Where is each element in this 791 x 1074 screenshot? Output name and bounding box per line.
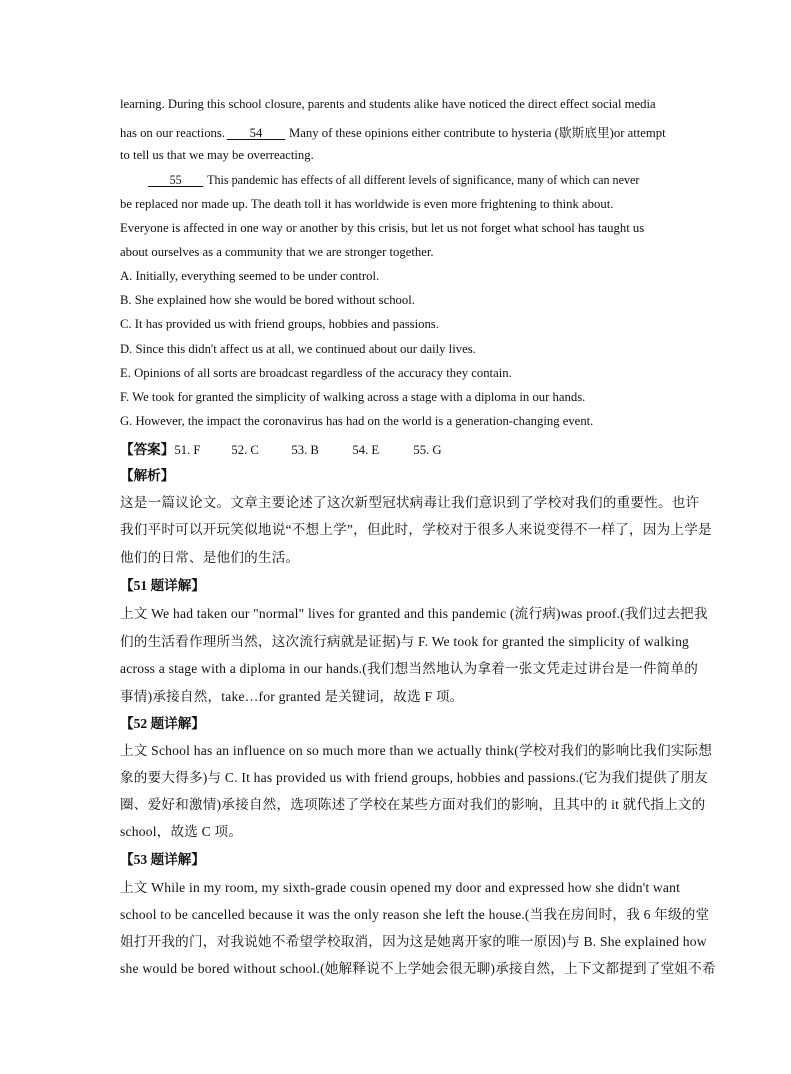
passage-line-2 [120, 122, 720, 141]
q53-line: she would be bored without school.(她解释说不上学她会很无聊)承接自然，上下文都提到了堂姐不希 [120, 961, 716, 976]
passage-text: This pandemic has effects of all different levels of significance, many of which can never [207, 173, 640, 187]
passage-line-6: Everyone is affected in one way or another by this crisis, but let us not forget what school has taught us [120, 221, 645, 235]
option-b: B. She explained how she would be bored without school. [120, 293, 415, 307]
q53-line: 姐打开我的门，对我说她不希望学校取消，因为这是她离开家的唯一原因)与 B. She explained how [120, 934, 707, 949]
q53-line: school to be cancelled because it was the only reason she left the house.(当我在房间时，我 6 年级的堂 [120, 907, 710, 922]
q52-line: 上文 School has an influence on so much more than we actually think(学校对我们的影响比我们实际想 [120, 743, 713, 758]
answer-item: 54. E [352, 443, 380, 457]
answer-line [120, 438, 720, 458]
q51-line: 事情)承接自然，take…for granted 是关键词，故选 F 项。 [120, 689, 464, 704]
analysis-line: 我们平时可以开玩笑似地说“不想上学”，但此时，学校对于很多人来说变得不一样了，因为上学是 [120, 522, 712, 537]
passage-line-3: to tell us that we may be overreacting. [120, 148, 314, 162]
q51-line: across a stage with a diploma in our hands.(我们想当然地认为拿着一张文凭走过讲台是一件简单的 [120, 661, 699, 676]
q52-line: school，故选 C 项。 [120, 824, 243, 839]
option-f: F. We took for granted the simplicity of walking across a stage with a diploma in our hands. [120, 390, 586, 404]
analysis-line: 他们的日常、是他们的生活。 [120, 550, 300, 565]
q53-label: 【53 题详解】 [120, 852, 205, 867]
answer-item: 53. B [291, 443, 319, 457]
option-a: A. Initially, everything seemed to be under control. [120, 269, 380, 283]
q51-label: 【51 题详解】 [120, 578, 205, 593]
answer-item: 55. G [413, 443, 442, 457]
analysis-line: 这是一篇议论文。文章主要论述了这次新型冠状病毒让我们意识到了学校对我们的重要性。也许 [120, 495, 700, 510]
blank-54: 54 [227, 127, 285, 140]
q51-line: 上文 We had taken our "normal" lives for granted and this pandemic (流行病)was proof.(我们过去把我 [120, 606, 708, 621]
q52-line: 圈、爱好和激情)承接自然，选项陈述了学校在某些方面对我们的影响，且其中的 it 就代指上文的 [120, 797, 706, 812]
passage-text: has on our reactions. [120, 126, 225, 140]
option-d: D. Since this didn't affect us at all, we continued about our daily lives. [120, 342, 476, 356]
q53-line: 上文 While in my room, my sixth-grade cousin opened my door and expressed how she didn't want [120, 880, 681, 895]
passage-line-1: learning. During this school closure, parents and students alike have noticed the direct effect social media [120, 97, 656, 111]
q52-line: 象的要大得多)与 C. It has provided us with friend groups, hobbies and passions.(它为我们提供了朋友 [120, 770, 709, 785]
blank-55: 55 [148, 174, 203, 187]
answer-item: 52. C [231, 443, 259, 457]
answer-item: 51. F [174, 443, 201, 457]
passage-line-4 [148, 173, 720, 188]
option-g: G. However, the impact the coronavirus has had on the world is a generation-changing event. [120, 414, 594, 428]
passage-text: Many of these opinions either contribute to hysteria (歇斯底里)or attempt [289, 126, 666, 140]
option-e: E. Opinions of all sorts are broadcast regardless of the accuracy they contain. [120, 366, 512, 380]
answer-label: 【答案】 [120, 442, 175, 457]
passage-line-7: about ourselves as a community that we are stronger together. [120, 245, 434, 259]
option-c: C. It has provided us with friend groups, hobbies and passions. [120, 317, 439, 331]
q51-line: 们的生活看作理所当然，这次流行病就是证据)与 F. We took for granted the simplicity of walking [120, 634, 690, 649]
q52-label: 【52 题详解】 [120, 716, 205, 731]
passage-line-5: be replaced nor made up. The death toll it has worldwide is even more frightening to think about. [120, 197, 614, 211]
analysis-label: 【解析】 [120, 468, 175, 483]
